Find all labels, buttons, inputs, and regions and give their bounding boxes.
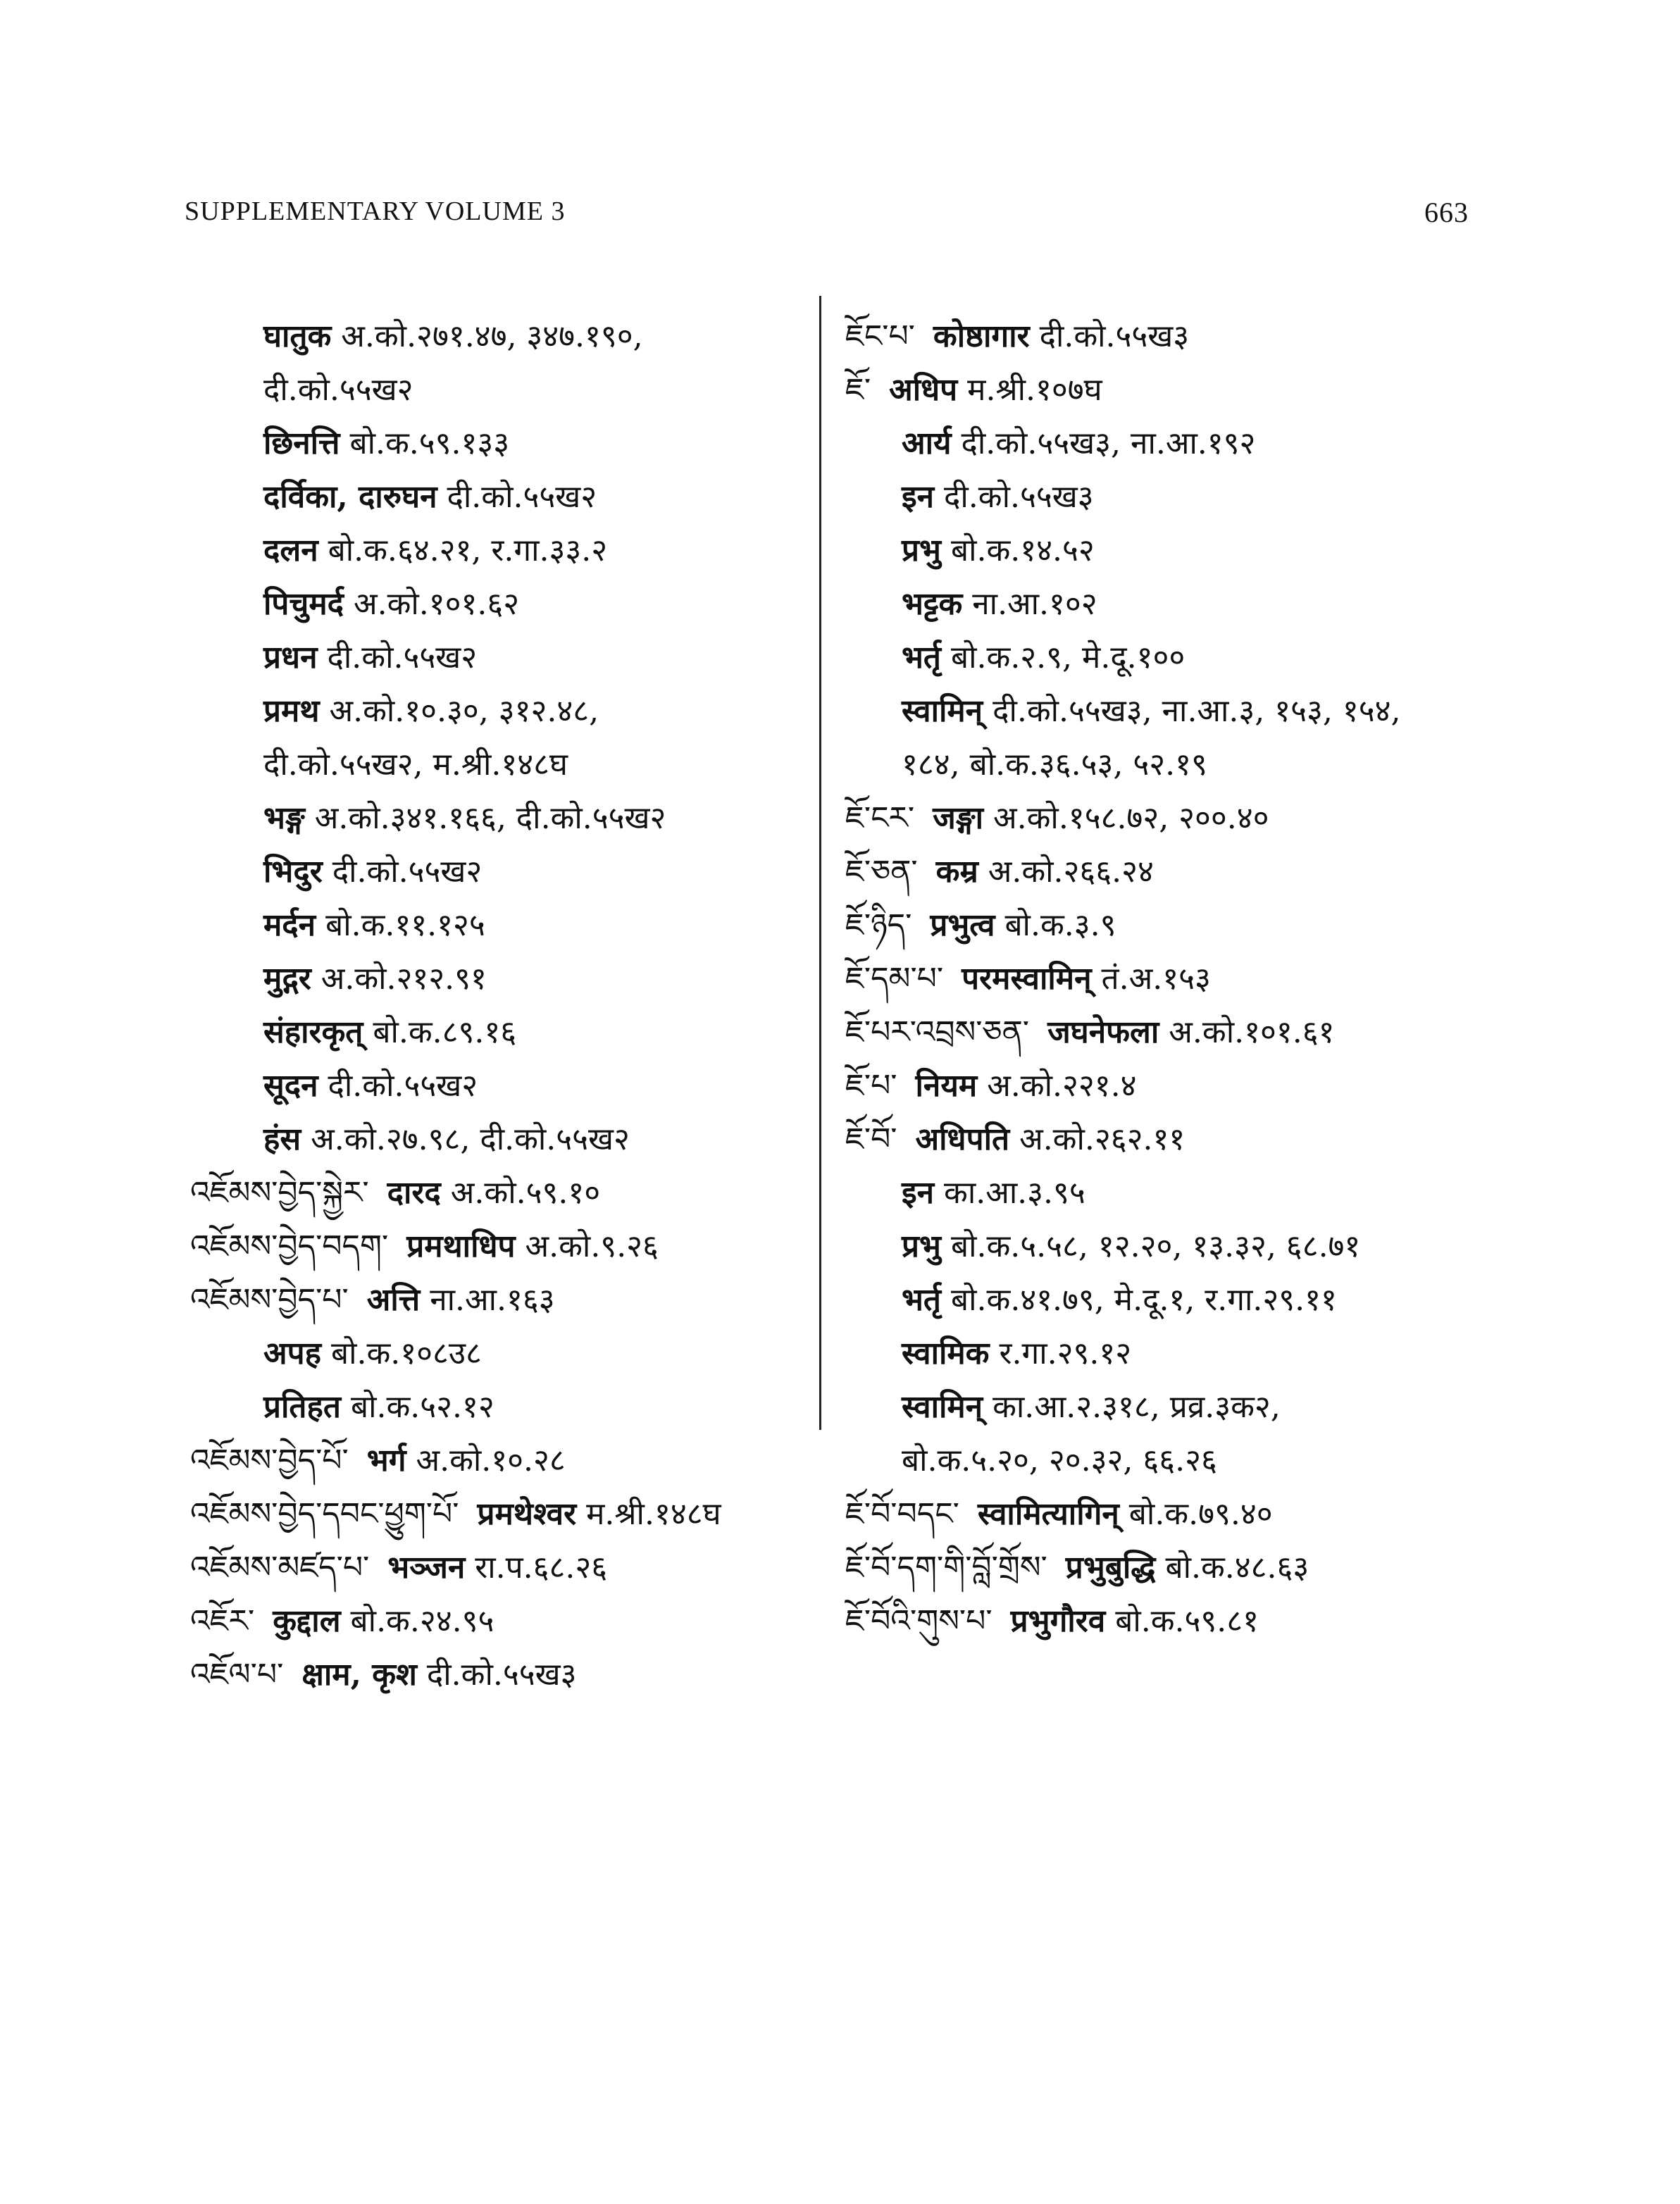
dictionary-entry [845, 792, 1465, 845]
source-reference: रा.प.६८.२६ [475, 1550, 608, 1586]
source-reference: दी.को.५५ख२ [447, 479, 597, 515]
dictionary-entry [845, 685, 1465, 738]
sanskrit-equivalent: भङ्ग [263, 800, 305, 836]
source-reference: बो.क.७९.४० [1128, 1496, 1273, 1532]
sanskrit-equivalent: दारद [387, 1175, 441, 1211]
source-reference: दी.को.५५ख२ [332, 854, 483, 890]
tibetan-headword: འཇོར་ [190, 1603, 255, 1639]
dictionary-entry [190, 471, 810, 524]
dictionary-entry [845, 631, 1465, 685]
sanskrit-equivalent: जङ्गा [933, 800, 984, 836]
sanskrit-equivalent: कोष्ठागार [933, 318, 1030, 354]
tibetan-headword: འཇོལ་པ་ [190, 1657, 284, 1693]
dictionary-entry [190, 845, 810, 899]
dictionary-entry [190, 631, 810, 685]
dictionary-entry [190, 792, 810, 845]
dictionary-entry [190, 578, 810, 631]
sanskrit-equivalent: परमस्वामिन् [962, 961, 1092, 997]
sanskrit-equivalent: स्वामित्यागिन् [977, 1496, 1119, 1532]
tibetan-headword: ཇོ་ [845, 372, 871, 408]
dictionary-entry [845, 310, 1465, 363]
dictionary-entry [845, 578, 1465, 631]
sanskrit-equivalent: कम्र [935, 854, 978, 890]
tibetan-headword: ཇོ་དམ་པ་ [845, 961, 944, 997]
source-reference: १८४, बो.क.३६.५३, ५२.१९ [902, 747, 1207, 783]
dictionary-entry [190, 1166, 810, 1220]
sanskrit-equivalent: अपह [263, 1336, 321, 1371]
source-reference: अ.को.१०.२८ [416, 1443, 566, 1478]
source-reference: बो.क.११.१२५ [325, 907, 485, 943]
source-reference: बो.क.६४.२१, र.गा.३३.२ [328, 533, 608, 568]
running-title: SUPPLEMENTARY VOLUME 3 [185, 197, 566, 226]
dictionary-entry [190, 738, 810, 792]
dictionary-entry [190, 1327, 810, 1381]
source-reference: अ.को.२६२.११ [1019, 1121, 1186, 1157]
sanskrit-equivalent: भञ्जन [387, 1550, 466, 1586]
sanskrit-equivalent: भिदुर [263, 854, 323, 890]
dictionary-entry [190, 1434, 810, 1488]
sanskrit-equivalent: मुद्गर [263, 961, 311, 997]
tibetan-headword: ཇོ་པ་ [845, 1068, 897, 1104]
dictionary-entry [190, 1381, 810, 1434]
dictionary-entry [190, 363, 810, 417]
source-reference: अ.को.२२१.४ [987, 1068, 1137, 1104]
tibetan-headword: འཇོམས་བྱེད་པ་ [190, 1282, 349, 1318]
source-reference: बो.क.५२.१२ [350, 1389, 494, 1425]
dictionary-entry [190, 952, 810, 1006]
sanskrit-equivalent: इन [902, 1175, 935, 1211]
dictionary-entry [845, 845, 1465, 899]
dictionary-entry [190, 685, 810, 738]
dictionary-entry [190, 1059, 810, 1113]
sanskrit-equivalent: अत्ति [366, 1282, 421, 1318]
source-reference: दी.को.५५ख३, ना.आ.३, १५३, १५४, [993, 693, 1401, 729]
source-reference: बो.क.३.९ [1004, 907, 1116, 943]
sanskrit-equivalent: प्रधन [263, 640, 318, 675]
running-header [185, 196, 1469, 238]
sanskrit-equivalent: हंस [263, 1121, 301, 1157]
dictionary-entry [845, 952, 1465, 1006]
source-reference: बो.क.२.९, मे.दू.१०० [951, 640, 1186, 675]
source-reference: बो.क.१४.५२ [950, 533, 1095, 568]
sanskrit-equivalent: नियम [915, 1068, 978, 1104]
source-reference: अ.को.५९.१० [450, 1175, 601, 1211]
source-reference: अ.को.१०१.६२ [354, 586, 520, 622]
sanskrit-equivalent: प्रमथेश्वर [477, 1496, 577, 1532]
sanskrit-equivalent: प्रभुबुद्धि [1065, 1550, 1156, 1586]
source-reference: बो.क.४८.६३ [1165, 1550, 1309, 1586]
source-reference: अ.को.२६६.२४ [988, 854, 1154, 890]
dictionary-entry [845, 363, 1465, 417]
sanskrit-equivalent: स्वामिक [902, 1336, 990, 1371]
tibetan-headword: འཇོམས་བྱེད་བདག་ [190, 1228, 389, 1264]
sanskrit-equivalent: अधिप [889, 372, 958, 408]
source-reference: बो.क.५.५८, १२.२०, १३.३२, ६८.७१ [950, 1228, 1361, 1264]
dictionary-entry [190, 1488, 810, 1541]
source-reference: बो.क.८९.१६ [373, 1014, 517, 1050]
dictionary-entry [845, 1327, 1465, 1381]
dictionary-entry [845, 417, 1465, 471]
source-reference: दी.को.५५ख२ [328, 1068, 478, 1104]
sanskrit-equivalent: दर्विका, दारुघन [263, 479, 437, 515]
sanskrit-equivalent: प्रभु [902, 1228, 941, 1264]
dictionary-entry [845, 1595, 1465, 1648]
dictionary-entry [845, 1006, 1465, 1059]
sanskrit-equivalent: दलन [263, 533, 318, 568]
source-reference: अ.को.२७.९८, दी.को.५५ख२ [311, 1121, 630, 1157]
source-reference: म.श्री.१०७घ [967, 372, 1102, 408]
dictionary-entry [190, 417, 810, 471]
sanskrit-equivalent: घातुक [263, 318, 332, 354]
source-reference: दी.को.५५ख२, म.श्री.१४८घ [263, 747, 568, 783]
dictionary-entry [845, 1166, 1465, 1220]
sanskrit-equivalent: कुद्दाल [273, 1603, 341, 1639]
sanskrit-equivalent: सूदन [263, 1068, 318, 1104]
sanskrit-equivalent: जघनेफला [1047, 1014, 1159, 1050]
tibetan-headword: འཇོམས་བྱེད་དབང་ཕྱུག་པོ་ [190, 1496, 459, 1532]
source-reference: अ.को.१०.३०, ३१२.४८, [329, 693, 599, 729]
dictionary-entry [845, 899, 1465, 952]
dictionary-entry [190, 524, 810, 578]
tibetan-headword: ཇོ་བོའི་གུས་པ་ [845, 1603, 993, 1639]
sanskrit-equivalent: संहारकृत् [263, 1014, 363, 1050]
tibetan-headword: ཇོ་བོ་བདང་ [845, 1496, 959, 1532]
source-reference: बो.क.१०८उ८ [330, 1336, 482, 1371]
dictionary-entry [845, 1220, 1465, 1274]
source-reference: अ.को.९.२६ [525, 1228, 659, 1264]
dictionary-entry [190, 1595, 810, 1648]
tibetan-headword: འཇོམས་མཛད་པ་ [190, 1550, 370, 1586]
sanskrit-equivalent: अधिपति [915, 1121, 1010, 1157]
left-column [190, 310, 810, 1702]
tibetan-headword: ཇོ་བོ་དག་གི་བློ་གྲོས་ [845, 1550, 1047, 1586]
sanskrit-equivalent: भट्टक [902, 586, 963, 622]
column-divider [819, 296, 821, 1430]
source-reference: बो.क.५९.८१ [1115, 1603, 1259, 1639]
sanskrit-equivalent: भर्तृ [902, 640, 942, 675]
source-reference: दी.को.५५ख३ [1039, 318, 1190, 354]
source-reference: बो.क.४१.७९, मे.दू.१, र.गा.२९.११ [951, 1282, 1337, 1318]
source-reference: म.श्री.१४८घ [586, 1496, 721, 1532]
tibetan-headword: ཇོང་པ་ [845, 318, 915, 354]
dictionary-entry [190, 310, 810, 363]
dictionary-entry [845, 738, 1465, 792]
sanskrit-equivalent: प्रतिहत [263, 1389, 341, 1425]
source-reference: बो.क.५९.१३३ [349, 425, 510, 461]
tibetan-headword: ཇོ་པར་འབྲས་ཅན་ [845, 1014, 1030, 1050]
sanskrit-equivalent: प्रमथ [263, 693, 320, 729]
source-reference: का.आ.२.३१८, प्रव्र.३क२, [993, 1389, 1281, 1425]
dictionary-entry [845, 1059, 1465, 1113]
source-reference: दी.को.५५ख२ [263, 372, 413, 408]
tibetan-headword: ཇོ་ངར་ [845, 800, 915, 836]
tibetan-headword: འཇོམས་བྱེད་པོ་ [190, 1443, 349, 1478]
source-reference: अ.को.२७१.४७, ३४७.१९०, [341, 318, 643, 354]
source-reference: तं.अ.१५३ [1101, 961, 1211, 997]
dictionary-entry [190, 1006, 810, 1059]
dictionary-entry [190, 1220, 810, 1274]
source-reference: का.आ.३.९५ [944, 1175, 1085, 1211]
sanskrit-equivalent: इन [902, 479, 935, 515]
source-reference: दी.को.५५ख२ [327, 640, 478, 675]
source-reference: अ.को.३४१.१६६, दी.को.५५ख२ [314, 800, 666, 836]
dictionary-entry [845, 1113, 1465, 1166]
sanskrit-equivalent: स्वामिन् [902, 693, 983, 729]
dictionary-entry [845, 1381, 1465, 1434]
tibetan-headword: ཇོ་བོ་ [845, 1121, 897, 1157]
tibetan-headword: ཇོ་ཉིད་ [845, 907, 912, 943]
source-reference: र.गा.२९.१२ [999, 1336, 1132, 1371]
source-reference: बो.क.५.२०, २०.३२, ६६.२६ [902, 1443, 1217, 1478]
source-reference: अ.को.१०१.६१ [1169, 1014, 1335, 1050]
source-reference: अ.को.१५८.७२, २००.४० [993, 800, 1269, 836]
dictionary-entry [845, 1434, 1465, 1488]
dictionary-entry [190, 1113, 810, 1166]
dictionary-entry [190, 899, 810, 952]
source-reference: ना.आ.१६३ [430, 1282, 555, 1318]
dictionary-entry [845, 524, 1465, 578]
tibetan-headword: འཇོམས་བྱེད་སྐྱེར་ [190, 1175, 369, 1211]
dictionary-entry [190, 1541, 810, 1595]
sanskrit-equivalent: पिचुमर्द [263, 586, 344, 622]
right-column [845, 310, 1465, 1648]
sanskrit-equivalent: मर्दन [263, 907, 316, 943]
source-reference: दी.को.५५ख३ [944, 479, 1094, 515]
dictionary-entry [845, 1274, 1465, 1327]
sanskrit-equivalent: प्रमथाधिप [406, 1228, 516, 1264]
dictionary-entry [190, 1648, 810, 1702]
sanskrit-equivalent: आर्य [902, 425, 952, 461]
source-reference: अ.को.२१२.९१ [321, 961, 487, 997]
dictionary-entry [845, 1541, 1465, 1595]
dictionary-entry [845, 1488, 1465, 1541]
sanskrit-equivalent: प्रभुत्व [930, 907, 995, 943]
page-number: 663 [1424, 197, 1469, 228]
tibetan-headword: ཇོ་ཅན་ [845, 854, 918, 890]
sanskrit-equivalent: स्वामिन् [902, 1389, 983, 1425]
dictionary-entry [845, 471, 1465, 524]
sanskrit-equivalent: भर्ग [366, 1443, 406, 1478]
sanskrit-equivalent: छिनत्ति [263, 425, 340, 461]
source-reference: दी.को.५५ख३ [426, 1657, 577, 1693]
sanskrit-equivalent: भर्तृ [902, 1282, 942, 1318]
sanskrit-equivalent: प्रभु [902, 533, 941, 568]
source-reference: ना.आ.१०२ [972, 586, 1097, 622]
source-reference: दी.को.५५ख३, ना.आ.१९२ [961, 425, 1256, 461]
source-reference: बो.क.२४.९५ [350, 1603, 494, 1639]
sanskrit-equivalent: प्रभुगौरव [1010, 1603, 1106, 1639]
dictionary-entry [190, 1274, 810, 1327]
sanskrit-equivalent: क्षाम, कृश [301, 1657, 417, 1693]
